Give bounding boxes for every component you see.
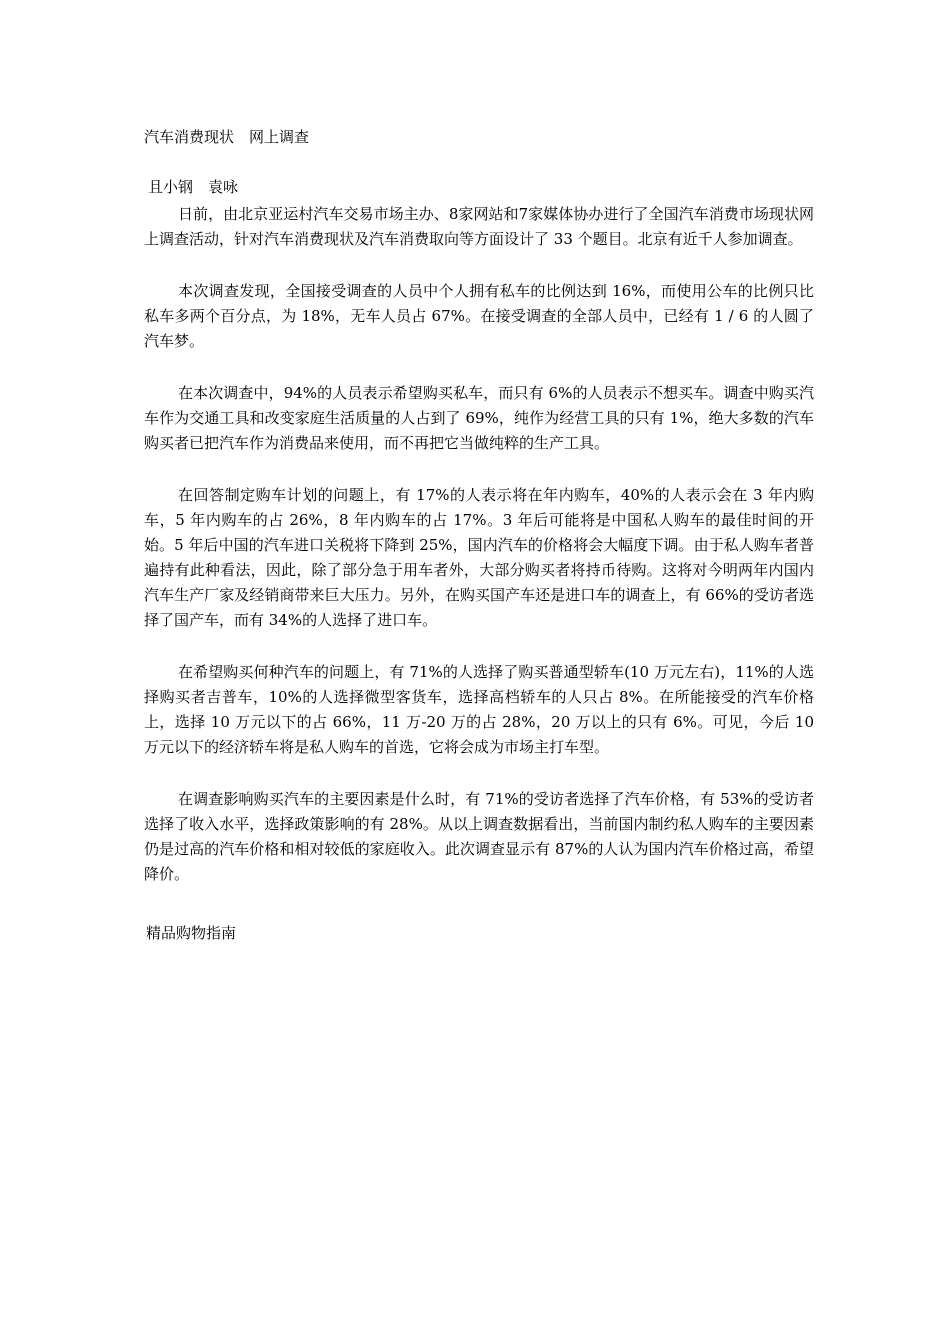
article-authors: 且小钢 袁咏 xyxy=(148,178,239,196)
paragraph-1: 日前，由北京亚运村汽车交易市场主办、8家网站和7家媒体协办进行了全国汽车消费市场现状网上调查活动，针对汽车消费现状及汽车消费取向等方面设计了 33 个题目。北京有近千人参加调查。 xyxy=(144,205,814,248)
article-title: 汽车消费现状 网上调查 xyxy=(144,128,310,146)
source-link[interactable]: 精品购物指南 xyxy=(146,924,237,942)
paragraph-6: 在调查影响购买汽车的主要因素是什么时，有 71%的受访者选择了汽车价格，有 53%的受访者选择了收入水平，选择政策影响的有 28%。从以上调查数据看出，当前国内制约私人购车的主要因素仍是过高的汽车价格和相对较低的家庭收入。此次调查显示有 87%的人认为国内汽车价格过高，希望降价。 xyxy=(144,790,814,883)
paragraph-5: 在希望购买何种汽车的问题上，有 71%的人选择了购买普通型轿车(10 万元左右)，11%的人选择购买者吉普车，10%的人选择微型客货车，选择高档轿车的人只占 8%。在所能接受的汽车价格上，选择 10 万元以下的占 66%，11 万-20 万的占 28%，20 万以上的只有 6%。可见，今后 10 万元以下的经济轿车将是私人购车的首选，它将会成为市场主打车型。 xyxy=(144,663,814,756)
paragraph-3: 在本次调查中，94%的人员表示希望购买私车，而只有 6%的人员表示不想买车。调查中购买汽车作为交通工具和改变家庭生活质量的人占到了 69%，纯作为经营工具的只有 1%，绝大多数的汽车购买者已把汽车作为消费品来使用，而不再把它当做纯粹的生产工具。 xyxy=(144,384,814,452)
paragraph-2: 本次调查发现，全国接受调查的人员中个人拥有私车的比例达到 16%，而使用公车的比例只比私车多两个百分点，为 18%，无车人员占 67%。在接受调查的全部人员中，已经有 1 / 6 的人圆了汽车梦。 xyxy=(144,282,814,350)
paragraph-4: 在回答制定购车计划的问题上，有 17%的人表示将在年内购车，40%的人表示会在 3 年内购车，5 年内购车的占 26%，8 年内购车的占 17%。3 年后可能将是中国私人购车的最佳时间的开始。5 年后中国的汽车进口关税将下降到 25%，国内汽车的价格将会大幅度下调。由于私人购车者普遍持有此种看法，因此，除了部分急于用车者外，大部分购买者将持币待购。这将对今明两年内国内汽车生产厂家及经销商带来巨大压力。另外，在购买国产车还是进口车的调查上，有 66%的受访者选择了国产车，而有 34%的人选择了进口车。 xyxy=(144,486,814,629)
article-body xyxy=(144,202,814,914)
